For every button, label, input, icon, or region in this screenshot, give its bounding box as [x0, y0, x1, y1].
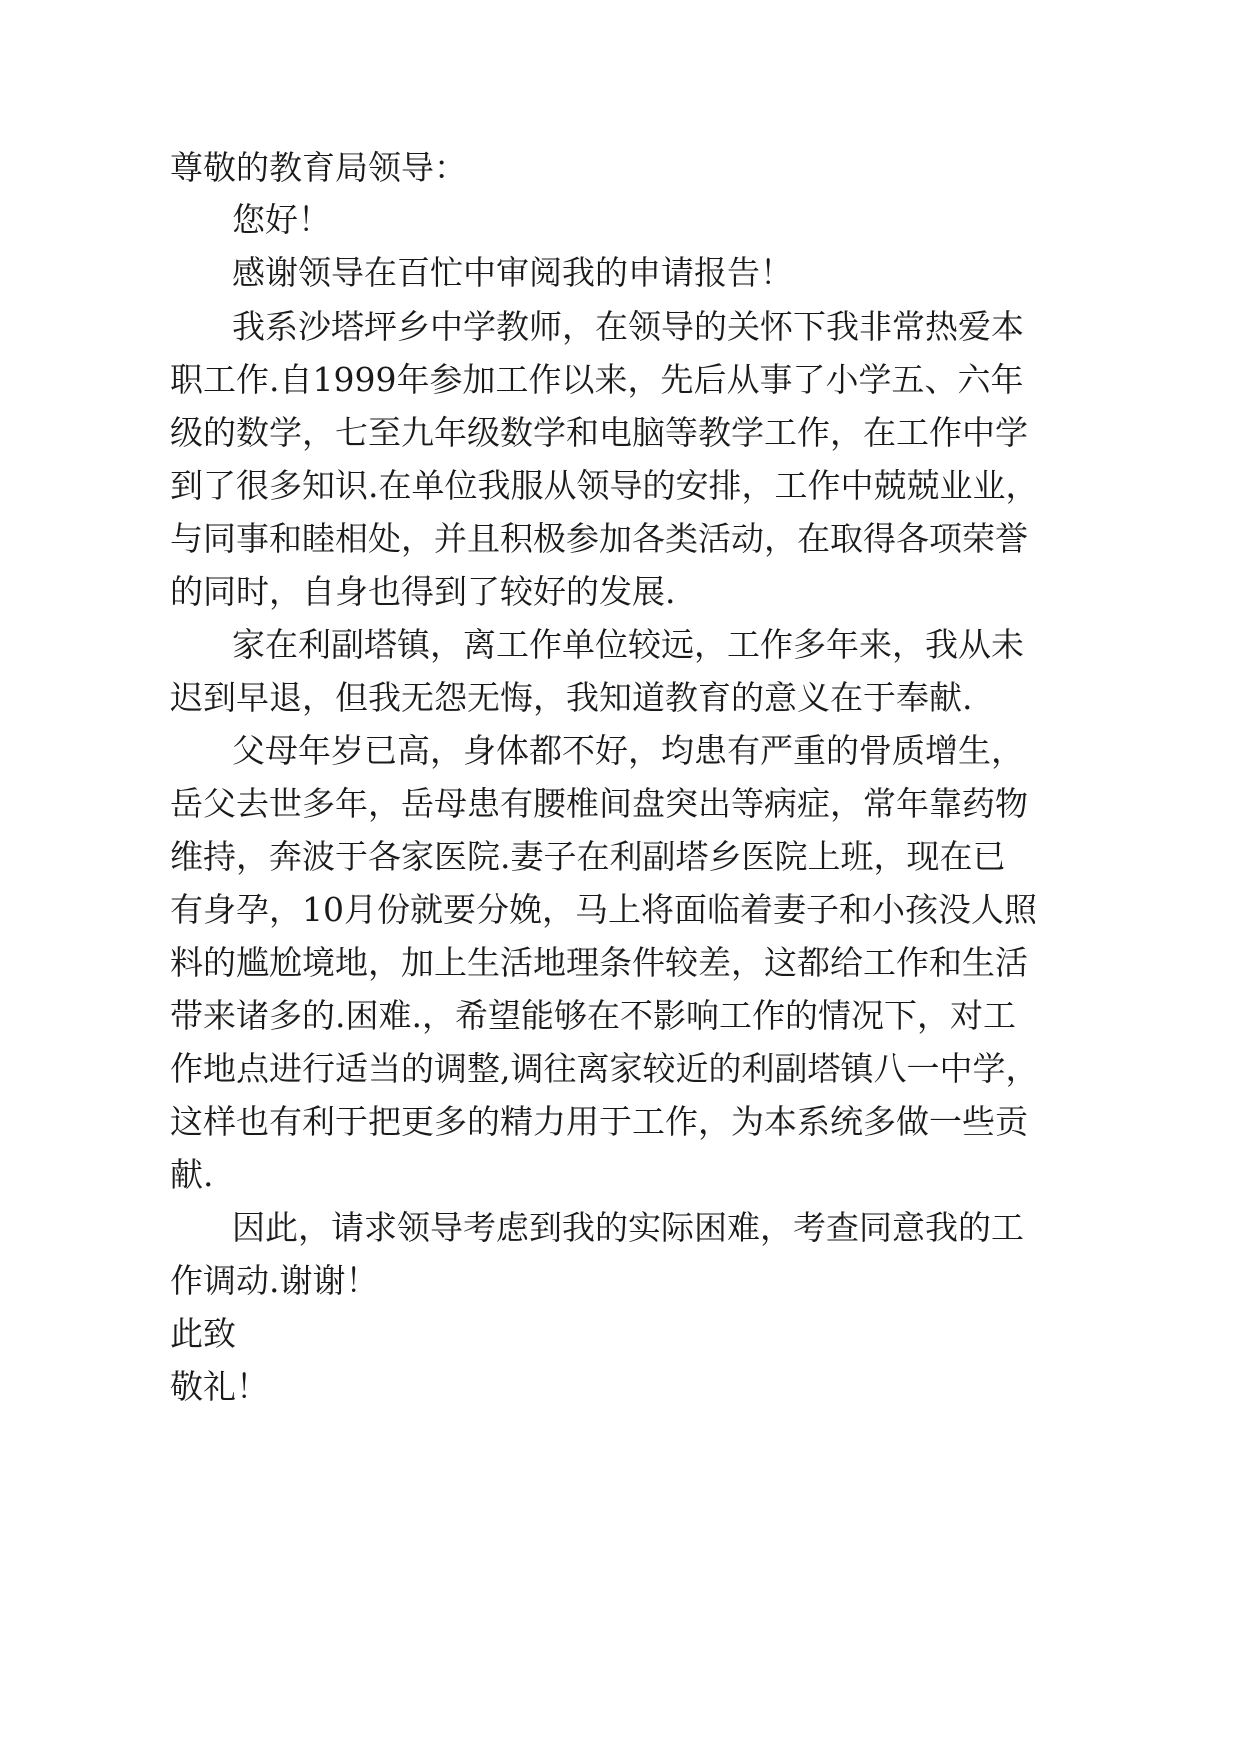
closing-ci-zhi: 此致 [170, 1314, 236, 1353]
paragraph-3-line: 作地点进行适当的调整,调往离家较近的利副塔镇八一中学， [170, 1049, 1039, 1088]
paragraph-3-line: 有身孕，10月份就要分娩，马上将面临着妻子和小孩没人照 [170, 890, 1037, 929]
paragraph-2-line: 迟到早退，但我无怨无悔，我知道教育的意义在于奉献. [170, 678, 973, 717]
paragraph-3-line: 这样也有利于把更多的精力用于工作，为本系统多做一些贡 [170, 1102, 1028, 1141]
paragraph-3-line: 料的尴尬境地，加上生活地理条件较差，这都给工作和生活 [170, 943, 1028, 982]
paragraph-3-line: 父母年岁已高，身体都不好，均患有严重的骨质增生， [232, 731, 1024, 770]
paragraph-3-line: 岳父去世多年，岳母患有腰椎间盘突出等病症，常年靠药物 [170, 784, 1028, 823]
paragraph-1-line: 职工作.自1999年参加工作以来，先后从事了小学五、六年 [170, 360, 1024, 399]
paragraph-2-line: 家在利副塔镇，离工作单位较远，工作多年来，我从未 [232, 625, 1024, 664]
paragraph-1-line: 的同时，自身也得到了较好的发展. [170, 572, 676, 611]
paragraph-3-line: 维持，奔波于各家医院.妻子在利副塔乡医院上班，现在已 [170, 837, 1006, 876]
closing-jing-li: 敬礼！ [170, 1367, 269, 1406]
paragraph-4-line: 作调动.谢谢！ [170, 1261, 379, 1300]
paragraph-1-line: 我系沙塔坪乡中学教师，在领导的关怀下我非常热爱本 [232, 307, 1024, 346]
salutation: 尊敬的教育局领导： [170, 148, 467, 187]
paragraph-1-line: 级的数学，七至九年级数学和电脑等教学工作，在工作中学 [170, 413, 1028, 452]
paragraph-4-line: 因此，请求领导考虑到我的实际困难，考查同意我的工 [232, 1208, 1024, 1247]
paragraph-3-line: 献. [170, 1155, 214, 1194]
paragraph-3-line: 带来诸多的.困难.，希望能够在不影响工作的情况下，对工 [170, 996, 1016, 1035]
paragraph-1-line: 到了很多知识.在单位我服从领导的安排，工作中兢兢业业， [170, 466, 1039, 505]
greeting: 您好！ [232, 200, 331, 239]
paragraph-1-line: 与同事和睦相处，并且积极参加各类活动，在取得各项荣誉 [170, 519, 1028, 558]
thanks-line: 感谢领导在百忙中审阅我的申请报告！ [232, 253, 793, 292]
